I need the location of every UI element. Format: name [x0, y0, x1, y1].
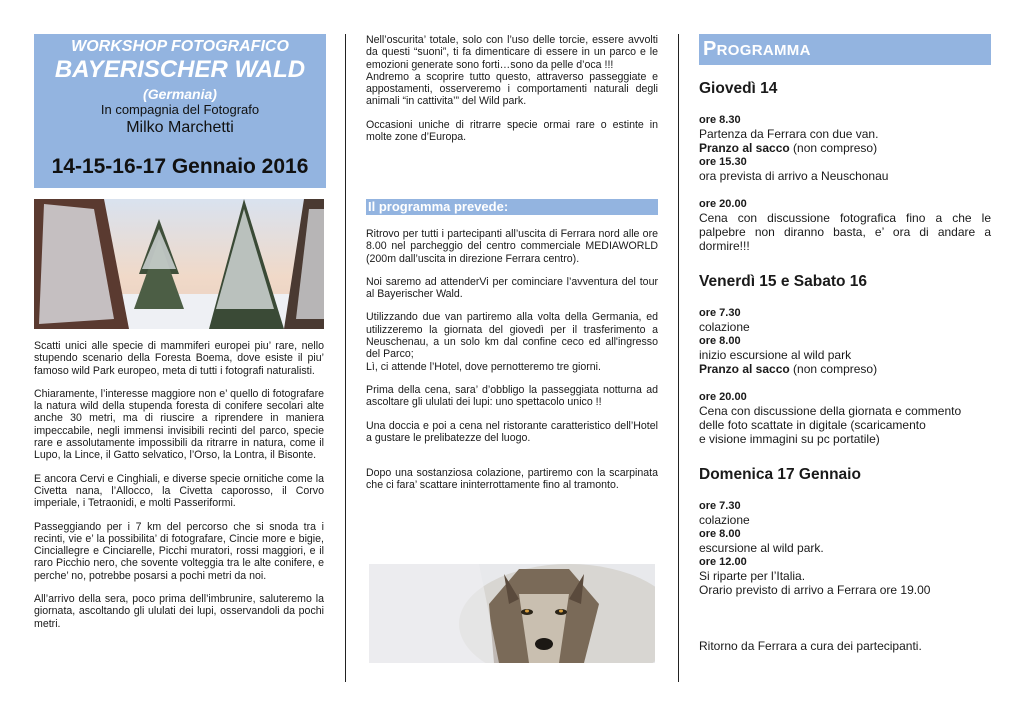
- program-paragraph-3b: Lì, ci attende l’Hotel, dove pernotteremo tre giorni.: [366, 360, 601, 373]
- day-thursday-heading: Giovedì 14: [699, 80, 778, 97]
- program-paragraph-5: Una doccia e poi a cena nel ristorante caratteristico dell’Hotel a gustare le prelibatezze del luogo.: [366, 419, 658, 444]
- intro-text: [34, 340, 324, 641]
- time-label: ore 20.00: [699, 198, 747, 210]
- time-label: ore 8.30: [699, 114, 741, 126]
- day-sunday-heading: Domenica 17 Gennaio: [699, 466, 861, 483]
- program-section-title: Il programma prevede:: [366, 199, 658, 215]
- intro-paragraph-4: Passeggiando per i 7 km del percorso che si snoda tra i recinti, vie e’ la possibilita’ di fotografare, Cincie more e bigie, Cinciallegre e Cinciarelle, Picchi muratori, rossi maggiori, e il raro Picchio nero, che sovente volteggia tra le alte conifere, e perche’ no, potrebbe posarsi a pochi metri da noi.: [34, 520, 324, 582]
- day-friday-saturday-schedule: [699, 306, 991, 446]
- program-text: [366, 228, 658, 503]
- schedule-entry: Orario previsto di arrivo a Ferrara ore 19.00: [699, 583, 931, 597]
- intro-paragraph-5: All’arrivo della sera, poco prima dell’imbrunire, saluteremo la giornata, ascoltando gli ululati dei lupi, osservandoli da pochi metri.: [34, 593, 324, 630]
- program-paragraph-2: Noi saremo ad attenderVi per cominciare l’avventura del tour al Bayerischer Wald.: [366, 275, 658, 301]
- day-thursday-schedule: [699, 113, 991, 253]
- intro-paragraph-3: E ancora Cervi e Cinghiali, e diverse specie ornitiche come la Civetta nana, l’Allocco, la Civetta caporosso, il Corvo imperiale, i Tetraonidi, e molti Passeriformi.: [34, 472, 324, 510]
- schedule-entry: e visione immagini su pc portatile): [699, 432, 880, 446]
- time-label: ore 12.00: [699, 556, 747, 568]
- time-label: ore 15.30: [699, 156, 747, 168]
- schedule-entry: ora prevista di arrivo a Neuschonau: [699, 169, 889, 183]
- title-header: [34, 34, 326, 188]
- night-paragraph-1b: Andremo a scoprire tutto questo, attraverso passeggiate e appostamenti, osserveremo i comportamenti naturali degli animali “in cattivita’” del Wild park.: [366, 70, 658, 108]
- photographer-name: Milko Marchetti: [126, 119, 234, 136]
- programma-title-rest: ROGRAMMA: [716, 42, 811, 59]
- time-label: ore 8.00: [699, 528, 741, 540]
- time-label: ore 7.30: [699, 307, 741, 319]
- night-text: [366, 34, 658, 154]
- time-label: ore 7.30: [699, 500, 741, 512]
- snowy-forest-photo: [34, 199, 324, 329]
- return-note: Ritorno da Ferrara a cura dei partecipanti.: [699, 639, 922, 653]
- schedule-entry: [699, 141, 991, 155]
- schedule-entry: escursione al wild park.: [699, 541, 824, 555]
- time-label: ore 20.00: [699, 391, 747, 403]
- schedule-entry: Partenza da Ferrara con due van.: [699, 127, 879, 141]
- workshop-label: WORKSHOP FOTOGRAFICO: [71, 38, 289, 55]
- schedule-entry: inizio escursione al wild park: [699, 348, 852, 362]
- schedule-entry: colazione: [699, 320, 750, 334]
- night-paragraph-1: Nell’oscurita’ totale, solo con l’uso delle torcie, essere avvolti da questi “suoni”, ti fa dimenticare di essere in un parco e le emozioni generate sono forti…sono da pelle d’oca !!!: [366, 34, 658, 71]
- companion-label: In compagnia del Fotografo: [100, 102, 260, 117]
- column-divider-1: [345, 34, 346, 682]
- program-paragraph-1: Ritrovo per tutti i partecipanti all’uscita di Ferrara nord alle ore 8.00 nel parcheggio del centro commerciale MEDIAWORLD (200m dall’uscita in direzione Ferrara centro).: [366, 228, 658, 265]
- programma-title-initial: P: [703, 38, 717, 60]
- lunch-label: Pranzo al sacco: [699, 141, 790, 155]
- schedule-entry: colazione: [699, 513, 750, 527]
- lunch-label: Pranzo al sacco: [699, 362, 790, 376]
- wolf-photo: [369, 564, 655, 663]
- programma-title: [699, 34, 991, 65]
- program-paragraph-4: Prima della cena, sara’ d’obbligo la passeggiata notturna ad ascoltare gli ululati dei lupi: uno spettacolo unico !!: [366, 383, 658, 409]
- event-dates: 14-15-16-17 Gennaio 2016: [51, 155, 309, 178]
- lunch-note: (non compreso): [789, 141, 878, 155]
- day-sunday-schedule: [699, 499, 991, 597]
- schedule-entry: Si riparte per l’Italia.: [699, 569, 806, 583]
- night-paragraph-2: Occasioni uniche di ritrarre specie ormai rare o estinte in molte zone d’Europa.: [366, 118, 658, 144]
- program-paragraph-6: Dopo una sostanziosa colazione, partiremo con la scarpinata che ci fara’ scattare ininterrottamente fino al tramonto.: [366, 467, 658, 492]
- day-friday-saturday-heading: Venerdì 15 e Sabato 16: [699, 273, 868, 290]
- program-paragraph-3: Utilizzando due van partiremo alla volta della Germania, ed utilizzeremo la giornata del giovedì per il trasferimento a Neuschenau, a un solo km dal confine ceco ed all'ingresso del Parco;: [366, 311, 658, 361]
- workshop-title: BAYERISCHER WALD: [54, 56, 306, 83]
- schedule-entry: Cena con discussione della giornata e commento: [699, 404, 962, 418]
- schedule-entry: Cena con discussione fotografica fino a che le palpebre non diranno basta, e’ ora di andare a dormire!!!: [699, 211, 991, 253]
- intro-paragraph-2: Chiaramente, l’interesse maggiore non e’ quello di fotografare la natura wild della stupenda foresta di conifere secolari alte anche 30 metri, ma di riuscire a riprendere in maniera impeccabile, negli immensi invisibili recinti del parco, specie rare e assolutamente impossibili da ritrarre in natura, come il Lupo, la Lince, il Gatto selvatico, l’Orso, la Lontra, il Bisonte.: [34, 387, 324, 462]
- schedule-entry: [699, 362, 991, 376]
- column-divider-2: [678, 34, 679, 682]
- time-label: ore 8.00: [699, 335, 741, 347]
- intro-paragraph-1: Scatti unici alle specie di mammiferi europei piu’ rare, nello stupendo scenario della Foresta Boema, dove esiste il piu’ famoso wild Park europeo, meta di tutti i fotografi naturalisti.: [34, 340, 324, 377]
- schedule-entry: delle foto scattate in digitale (scaricamento: [699, 418, 926, 432]
- lunch-note: (non compreso): [789, 362, 878, 376]
- country-label: (Germania): [143, 86, 217, 102]
